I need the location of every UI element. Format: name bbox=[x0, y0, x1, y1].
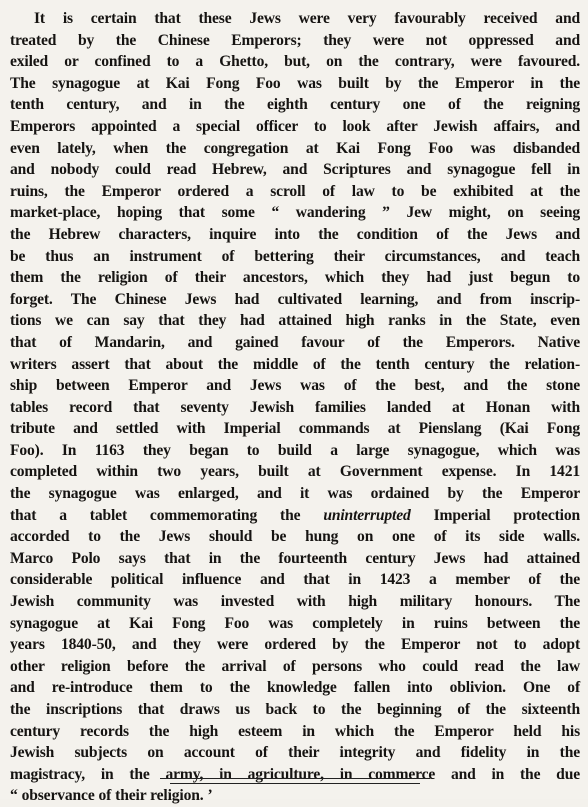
article-line: century records the high esteem in which the Emperor held his bbox=[10, 722, 580, 740]
article-line: the inscriptions that draws us back to the beginning of the sixteenth bbox=[10, 701, 580, 718]
article-line: years 1840-50, and they were ordered by the Emperor not to adopt bbox=[10, 636, 580, 654]
article-line: It is certain that these Jews were very favourably received and bbox=[34, 10, 580, 27]
article-line bbox=[10, 505, 580, 527]
article-line: tables record that seventy Jewish families landed at Honan with bbox=[10, 398, 580, 416]
article-line: them the religion of their ancestors, which they had just begun to bbox=[10, 269, 580, 287]
article-line: and nobody could read Hebrew, and Scriptures and synagogue fell in bbox=[10, 161, 580, 179]
article-line: the synagogue was enlarged, and it was ordained by the Emperor bbox=[10, 485, 580, 503]
article-line: writers assert that about the middle of the tenth century the relation- bbox=[10, 355, 580, 373]
article-line: Jewish community was invested with high military honours. The bbox=[10, 593, 580, 611]
article-line: market-place, hoping that some “ wandering ” Jew might, on seeing bbox=[10, 204, 580, 222]
article-line: tions we can say that they had attained high ranks in the State, even bbox=[10, 312, 580, 330]
article-line: other religion before the arrival of persons who could read the law bbox=[10, 657, 580, 675]
closing-rule bbox=[160, 778, 430, 779]
article-line: “ observance of their religion. ’ bbox=[10, 787, 213, 805]
article-line: be thus an instrument of bettering their circumstances, and teach bbox=[10, 247, 580, 265]
article-line: magistracy, in the army, in agriculture, in commerce and in the due bbox=[10, 765, 580, 783]
article-line: accorded to the Jews should be hung on one of its side walls. bbox=[10, 528, 580, 546]
article-line: exiled or confined to a Ghetto, but, on the contrary, were favoured. bbox=[10, 53, 580, 71]
article-line: The synagogue at Kai Fong Foo was built by the Emperor in the bbox=[10, 74, 580, 92]
article-line: the Hebrew characters, inquire into the condition of the Jews and bbox=[10, 225, 580, 243]
article-line: ship between Emperor and Jews was of the best, and the stone bbox=[10, 377, 580, 395]
article-line-text: Imperial protection bbox=[410, 506, 580, 524]
article-line: Emperors appointed a special officer to look after Jewish affairs, and bbox=[10, 117, 580, 135]
article-line: Jewish subjects on account of their integrity and fidelity in the bbox=[10, 744, 580, 762]
article-line: completed within two years, built at Government expense. In 1421 bbox=[10, 463, 580, 481]
article-line: that of Mandarin, and gained favour of the Emperors. Native bbox=[10, 333, 580, 351]
article-line-text: that a tablet commemorating the bbox=[10, 506, 324, 524]
article-body bbox=[10, 8, 580, 807]
article-line: tenth century, and in the eighth century one of the reigning bbox=[10, 96, 580, 114]
article-line: even lately, when the congregation at Kai Fong Foo was disbanded bbox=[10, 139, 580, 157]
article-line: Marco Polo says that in the fourteenth century Jews had attained bbox=[10, 549, 580, 567]
article-line: ruins, the Emperor ordered a scroll of law to be exhibited at the bbox=[10, 182, 580, 200]
article-line: synagogue at Kai Fong Foo was completely in ruins between the bbox=[10, 614, 580, 632]
emphasized-word: uninterrupted bbox=[323, 506, 411, 524]
article-line: treated by the Chinese Emperors; they were not oppressed and bbox=[10, 31, 580, 49]
article-line: forget. The Chinese Jews had cultivated learning, and from inscrip- bbox=[10, 290, 580, 308]
article-line: and re-introduce them to the knowledge fallen into oblivion. One of bbox=[10, 679, 580, 697]
article-line: considerable political influence and that in 1423 a member of the bbox=[10, 571, 580, 589]
article-line: tribute and settled with Imperial commands at Pienslang (Kai Fong bbox=[10, 420, 580, 438]
article-line: Foo). In 1163 they began to build a large synagogue, which was bbox=[10, 441, 580, 459]
closing-rule-thin bbox=[170, 783, 420, 784]
